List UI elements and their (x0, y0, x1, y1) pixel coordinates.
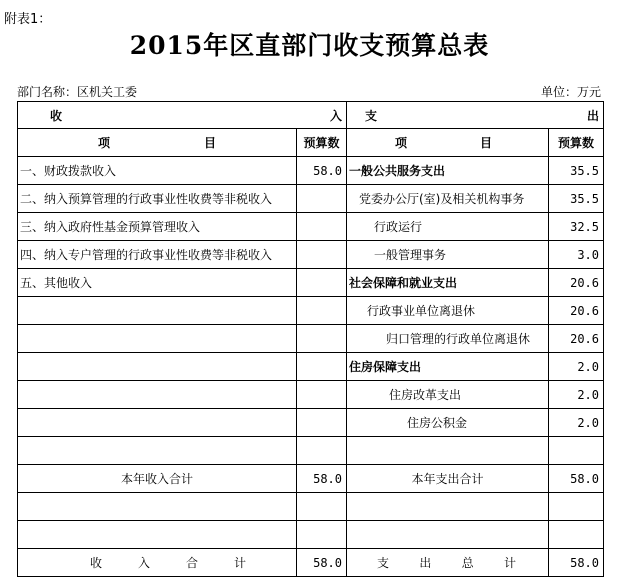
table-row (18, 157, 604, 185)
total-label-char: 出 (419, 556, 432, 570)
total-label-char: 支 (377, 556, 390, 570)
income-item (18, 325, 297, 353)
expenditure-item (347, 493, 549, 521)
expenditure-item (347, 437, 549, 465)
expenditure-value (549, 521, 604, 549)
expenditure-item: 一般公共服务支出 (347, 157, 549, 185)
expenditure-section-header (347, 102, 604, 129)
table-row (18, 185, 604, 213)
income-value (297, 409, 347, 437)
income-value (297, 437, 347, 465)
income-value (297, 521, 347, 549)
expenditure-value: 2.0 (549, 353, 604, 381)
expenditure-item: 住房保障支出 (347, 353, 549, 381)
expenditure-total-value: 58.0 (549, 549, 604, 577)
total-label-char: 总 (461, 556, 474, 570)
income-value (297, 297, 347, 325)
income-value (297, 353, 347, 381)
grand-total-row (18, 549, 604, 577)
expenditure-value (549, 437, 604, 465)
total-label-char: 收 (90, 556, 103, 570)
total-label-char: 计 (503, 556, 516, 570)
expenditure-subtotal-value: 58.0 (549, 465, 604, 493)
expenditure-subtotal-label: 本年支出合计 (347, 465, 549, 493)
income-item: 二、纳入预算管理的行政事业性收费等非税收入 (18, 185, 297, 213)
table-row (18, 493, 604, 521)
expenditure-header-char: 支 (365, 108, 378, 123)
attachment-label: 附表1： (4, 12, 52, 27)
expenditure-item: 党委办公厅(室)及相关机构事务 (347, 185, 549, 213)
income-item (18, 493, 297, 521)
income-value (297, 493, 347, 521)
table-row (18, 325, 604, 353)
expenditure-value (549, 493, 604, 521)
expenditure-value: 2.0 (549, 409, 604, 437)
total-label-char: 入 (137, 556, 150, 570)
total-label-char: 计 (233, 556, 246, 570)
income-item: 四、纳入专户管理的行政事业性收费等非税收入 (18, 241, 297, 269)
expenditure-item: 住房公积金 (347, 409, 549, 437)
table-row (18, 521, 604, 549)
expenditure-value: 20.6 (549, 269, 604, 297)
table-row (18, 297, 604, 325)
income-header-char: 入 (329, 108, 342, 123)
income-value: 58.0 (297, 157, 347, 185)
expenditure-value: 2.0 (549, 381, 604, 409)
column-header-row (18, 129, 604, 157)
expenditure-item-header (347, 129, 549, 157)
expenditure-item: 行政事业单位离退休 (347, 297, 549, 325)
income-section-header (18, 102, 347, 129)
item-header-char: 项 (98, 136, 111, 150)
item-header-char: 目 (479, 136, 492, 150)
table-row (18, 213, 604, 241)
expenditure-item: 行政运行 (347, 213, 549, 241)
income-subtotal-value: 58.0 (297, 465, 347, 493)
income-value (297, 325, 347, 353)
expenditure-value: 3.0 (549, 241, 604, 269)
total-label-char: 合 (185, 556, 198, 570)
income-header-char: 收 (50, 108, 63, 123)
budget-table (17, 101, 604, 577)
item-header-char: 项 (395, 136, 408, 150)
expenditure-item (347, 521, 549, 549)
income-value (297, 269, 347, 297)
expenditure-item: 一般管理事务 (347, 241, 549, 269)
department-name: 部门名称：区机关工委 (17, 85, 138, 99)
income-total-value: 58.0 (297, 549, 347, 577)
expenditure-value: 35.5 (549, 157, 604, 185)
table-row (18, 353, 604, 381)
table-row (18, 437, 604, 465)
income-value (297, 381, 347, 409)
expenditure-item: 住房改革支出 (347, 381, 549, 409)
section-header-row (18, 102, 604, 129)
income-item-header (18, 129, 297, 157)
income-value (297, 241, 347, 269)
unit-label: 单位：万元 (540, 85, 601, 99)
table-row (18, 381, 604, 409)
item-header-char: 目 (203, 136, 216, 150)
page-title: 2015年区直部门收支预算总表 (129, 31, 490, 60)
income-item (18, 297, 297, 325)
expenditure-item: 归口管理的行政单位离退休 (347, 325, 549, 353)
expenditure-value: 20.6 (549, 297, 604, 325)
income-subtotal-label: 本年收入合计 (18, 465, 297, 493)
expenditure-value: 20.6 (549, 325, 604, 353)
subtotal-row (18, 465, 604, 493)
expenditure-header-char: 出 (586, 108, 599, 123)
expenditure-budget-header: 预算数 (549, 129, 604, 157)
income-value (297, 213, 347, 241)
income-item (18, 353, 297, 381)
income-item (18, 437, 297, 465)
income-item (18, 409, 297, 437)
income-budget-header: 预算数 (297, 129, 347, 157)
expenditure-value: 32.5 (549, 213, 604, 241)
expenditure-value: 35.5 (549, 185, 604, 213)
income-value (297, 185, 347, 213)
expenditure-item: 社会保障和就业支出 (347, 269, 549, 297)
table-row (18, 409, 604, 437)
table-row (18, 269, 604, 297)
table-row (18, 241, 604, 269)
income-item (18, 381, 297, 409)
income-item: 五、其他收入 (18, 269, 297, 297)
income-total-label (18, 549, 297, 577)
income-item: 三、纳入政府性基金预算管理收入 (18, 213, 297, 241)
income-item: 一、财政拨款收入 (18, 157, 297, 185)
expenditure-total-label (347, 549, 549, 577)
income-item (18, 521, 297, 549)
